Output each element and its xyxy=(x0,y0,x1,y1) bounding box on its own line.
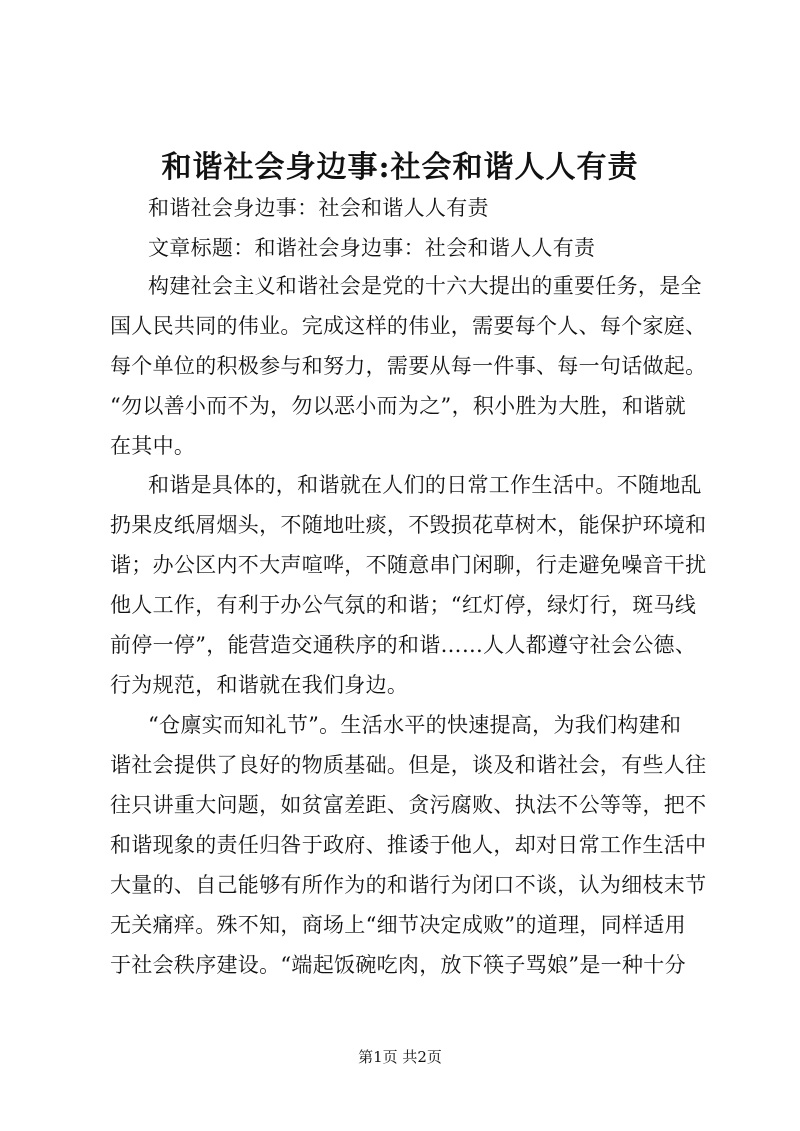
text-line: 于社会秩序建设。“端起饭碗吃肉，放下筷子骂娘”是一种十分 xyxy=(110,953,686,977)
text-line: 行为规范，和谐就在我们身边。 xyxy=(110,673,409,697)
text-line: 往只讲重大问题，如贫富差距、贪污腐败、执法不公等等，把不 xyxy=(110,793,707,817)
document-title: 和谐社会身边事:社会和谐人人有责 xyxy=(161,150,639,185)
text-line: 谐社会提供了良好的物质基础。但是，谈及和谐社会，有些人往 xyxy=(110,753,707,777)
text-line: 和谐是具体的，和谐就在人们的日常工作生活中。不随地乱 xyxy=(148,473,702,497)
text-line: 文章标题：和谐社会身边事：社会和谐人人有责 xyxy=(148,236,596,260)
text-line: 国人民共同的伟业。完成这样的伟业，需要每个人、每个家庭、 xyxy=(110,314,707,338)
text-line: 无关痛痒。殊不知，商场上“细节决定成败”的道理，同样适用 xyxy=(110,913,686,937)
text-line: 他人工作，有利于办公气氛的和谐；“红灯停，绿灯行，斑马线 xyxy=(110,593,697,617)
text-line: 谐；办公区内不大声喧哗，不随意串门闲聊，行走避免噪音干扰 xyxy=(110,553,707,577)
text-line: 和谐现象的责任归咎于政府、推诿于他人，却对日常工作生活中 xyxy=(110,833,707,857)
text-line: 扔果皮纸屑烟头，不随地吐痰，不毁损花草树木，能保护环境和 xyxy=(110,513,707,537)
text-line: 和谐社会身边事：社会和谐人人有责 xyxy=(148,196,489,220)
text-line: 前停一停”，能营造交通秩序的和谐……人人都遵守社会公德、 xyxy=(110,633,697,657)
text-line: 构建社会主义和谐社会是党的十六大提出的重要任务，是全 xyxy=(148,274,702,298)
text-line: 每个单位的积极参与和努力，需要从每一件事、每一句话做起。 xyxy=(110,354,707,378)
text-line: “仓廪实而知礼节”。生活水平的快速提高，为我们构建和 xyxy=(148,713,682,737)
text-line: 大量的、自己能够有所作为的和谐行为闭口不谈，认为细枝末节 xyxy=(110,873,707,897)
text-line: “勿以善小而不为，勿以恶小而为之”，积小胜为大胜，和谐就 xyxy=(110,394,686,418)
page-footer: 第1页 共2页 xyxy=(358,1048,442,1066)
text-line: 在其中。 xyxy=(110,434,196,458)
